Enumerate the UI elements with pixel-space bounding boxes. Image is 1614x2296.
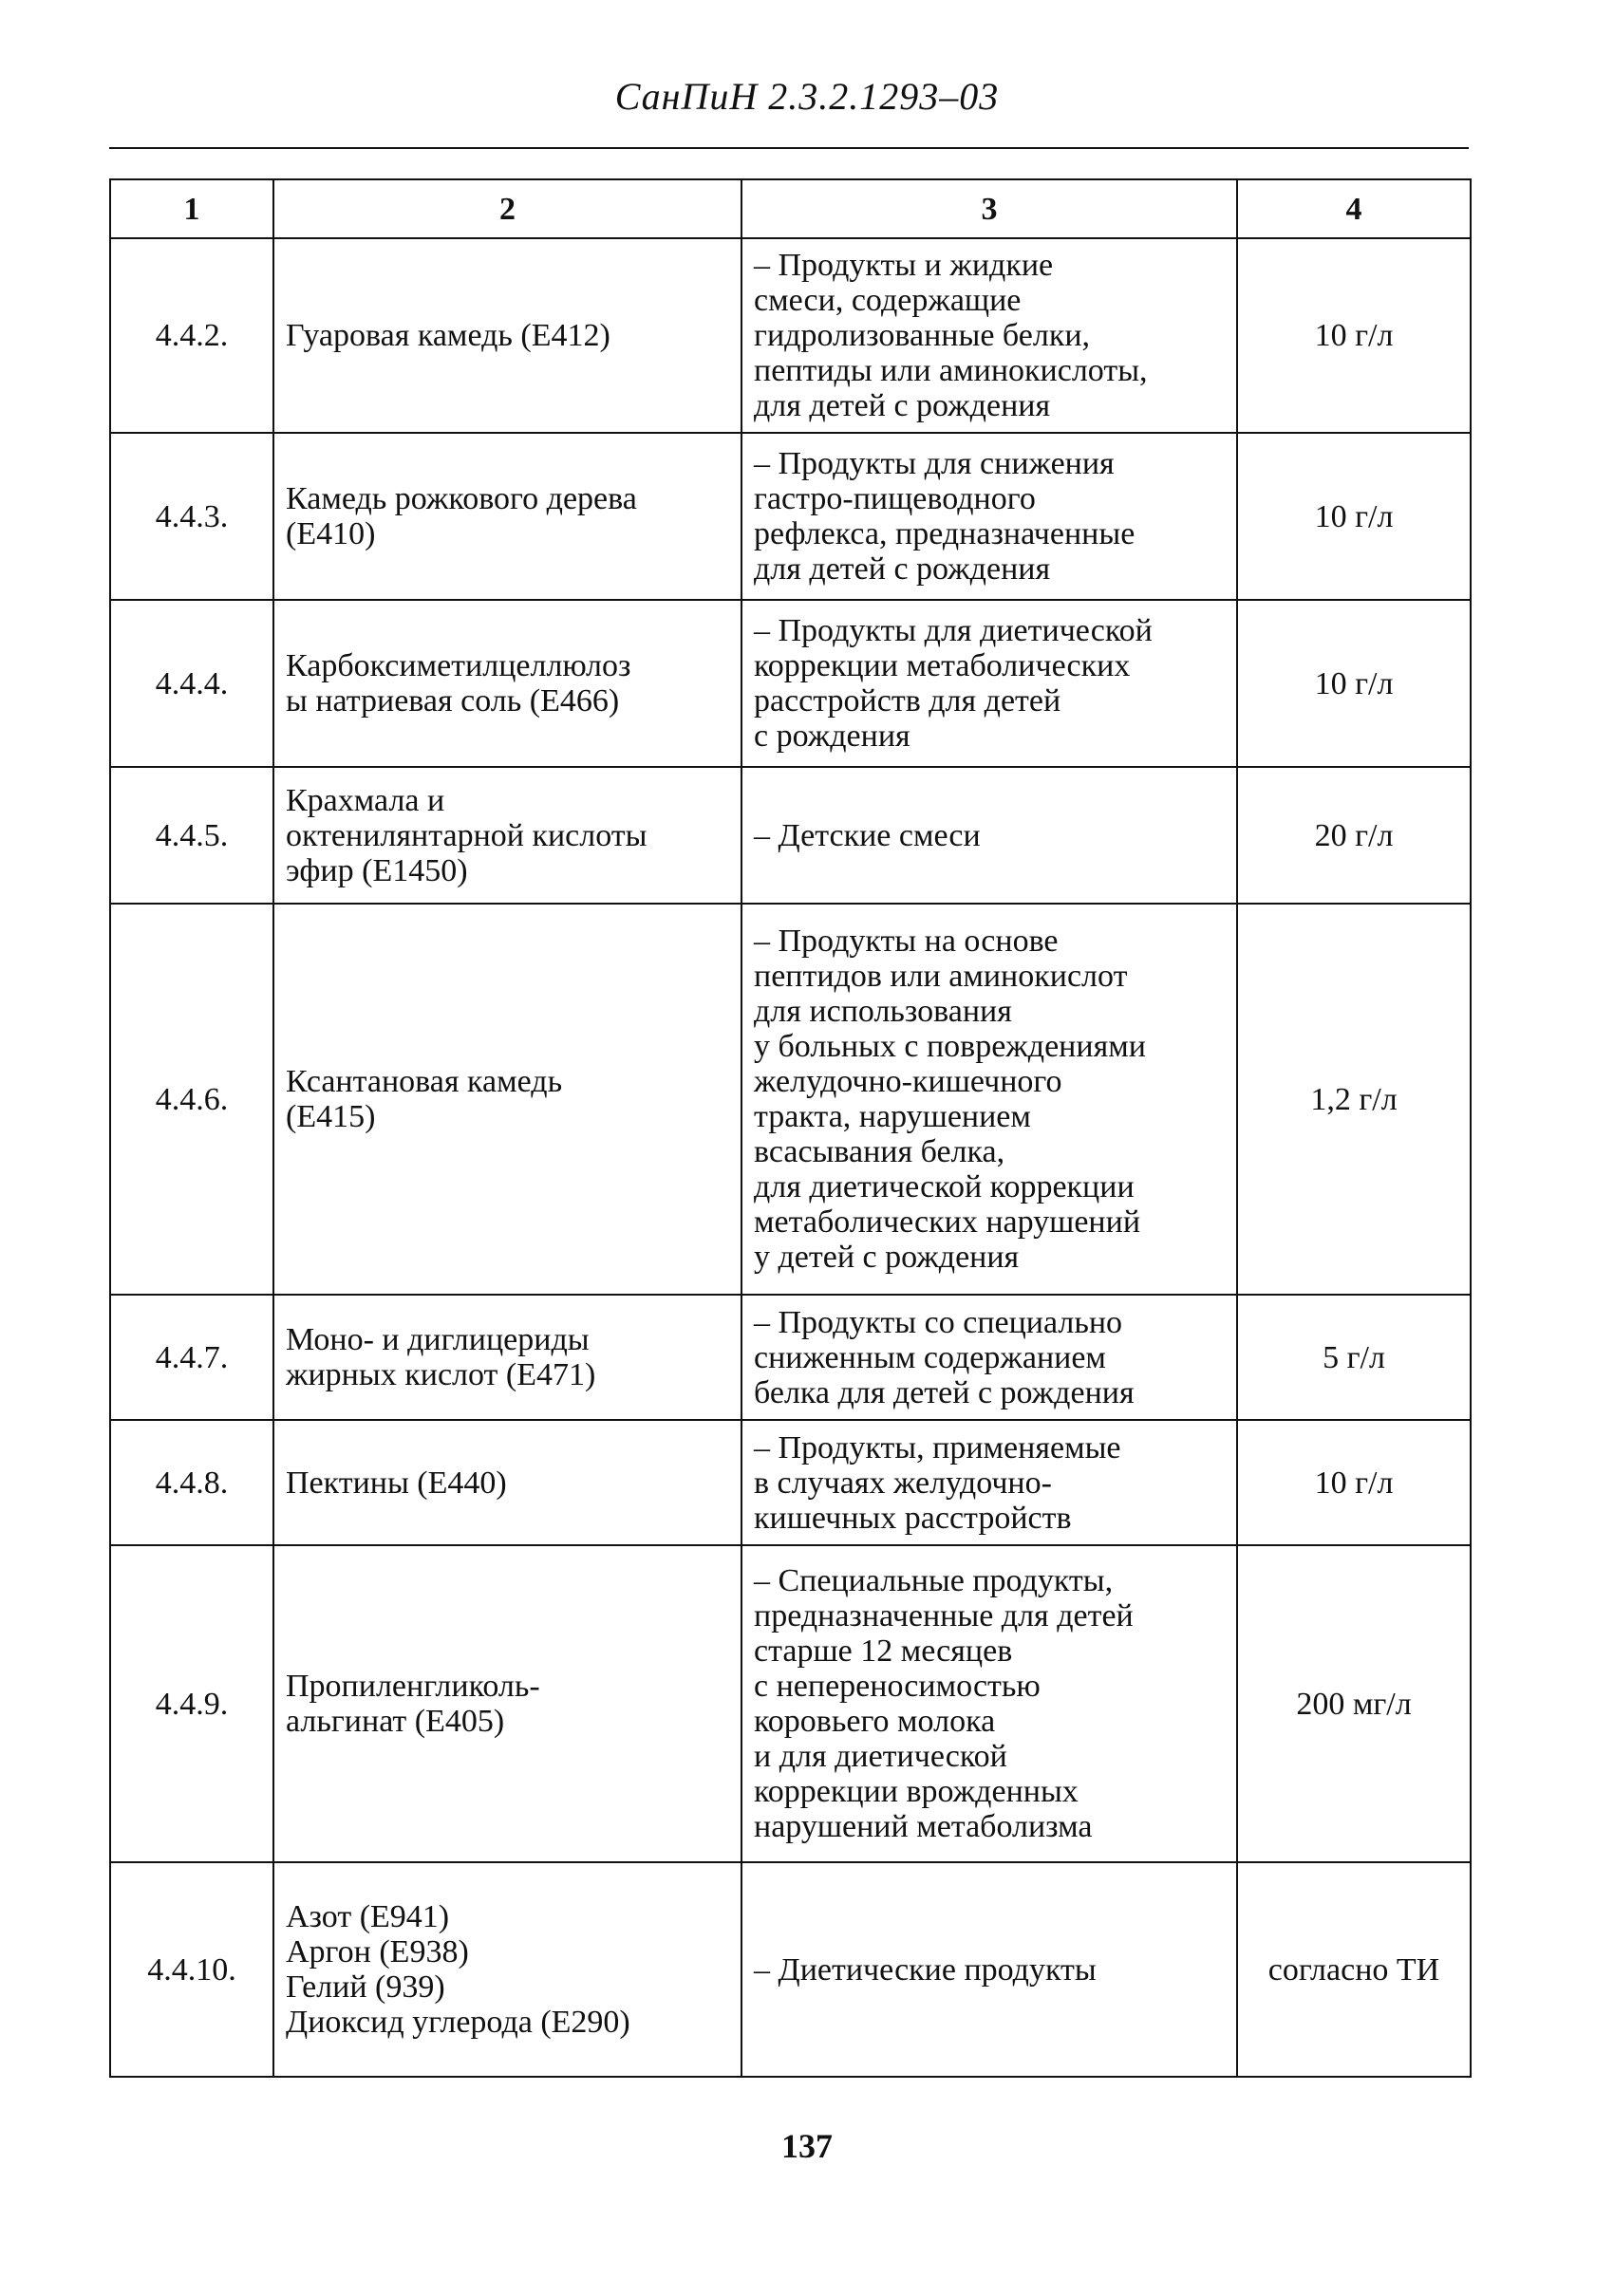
product-description-line: – Продукты на основе — [754, 924, 1059, 959]
column-header: 1 — [110, 179, 273, 238]
additive-name-line: Ксантановая камедь — [286, 1064, 563, 1099]
product-description-line: – Продукты со специально — [754, 1304, 1123, 1340]
item-number: 4.4.2. — [110, 238, 273, 433]
table-row — [110, 1862, 1471, 2077]
additive-name — [273, 600, 741, 767]
additive-name-line: ы натриевая соль (Е466) — [286, 683, 620, 719]
product-description-line: пептидов или аминокислот — [754, 959, 1128, 994]
additive-name — [273, 767, 741, 904]
header-divider — [109, 147, 1469, 149]
additive-name — [273, 1862, 741, 2077]
item-number: 4.4.7. — [110, 1295, 273, 1420]
additive-name-line: Моно- и диглицериды — [286, 1322, 590, 1357]
item-number: 4.4.3. — [110, 433, 273, 600]
column-header: 3 — [741, 179, 1237, 238]
product-description-line: пептиды или аминокислоты, — [754, 353, 1148, 388]
max-level: 1,2 г/л — [1237, 904, 1471, 1295]
additives-table — [109, 178, 1472, 2078]
product-description-line: у детей с рождения — [754, 1240, 1020, 1275]
additive-name — [273, 904, 741, 1295]
product-description-line: для использования — [754, 994, 1012, 1029]
additive-name — [273, 1545, 741, 1862]
table-row — [110, 433, 1471, 600]
additive-name-line: (Е410) — [286, 516, 376, 551]
product-description-line: всасывания белка, — [754, 1134, 1005, 1169]
product-description-line: коррекции врожденных — [754, 1774, 1079, 1809]
max-level: 10 г/л — [1237, 238, 1471, 433]
column-header: 2 — [273, 179, 741, 238]
product-description-line: – Специальные продукты, — [754, 1563, 1114, 1598]
product-description-line: для детей с рождения — [754, 551, 1051, 587]
product-description-line: – Продукты для снижения — [754, 446, 1115, 481]
product-description-line: метаболических нарушений — [754, 1204, 1141, 1240]
product-description-line: кишечных расстройств — [754, 1500, 1072, 1536]
additive-name-line: Карбоксиметилцеллюлоз — [286, 648, 631, 683]
product-description-line: рефлекса, предназначенные — [754, 516, 1135, 551]
additive-name-line: эфир (Е1450) — [286, 852, 468, 888]
product-description-line: белка для детей с рождения — [754, 1374, 1135, 1410]
product-description-line: тракта, нарушением — [754, 1099, 1031, 1134]
column-header: 4 — [1237, 179, 1471, 238]
additive-name — [273, 1420, 741, 1545]
item-number: 4.4.4. — [110, 600, 273, 767]
additive-name — [273, 433, 741, 600]
product-description-line: предназначенные для детей — [754, 1598, 1134, 1633]
table-row — [110, 767, 1471, 904]
product-description — [741, 1295, 1237, 1420]
product-description-line: старше 12 месяцев — [754, 1633, 1013, 1669]
table-row — [110, 1545, 1471, 1862]
additive-name-line: Гуаровая камедь (Е412) — [286, 318, 610, 353]
product-description — [741, 238, 1237, 433]
product-description — [741, 433, 1237, 600]
product-description-line: расстройств для детей — [754, 683, 1061, 719]
additive-name-line: Камедь рожкового дерева — [286, 481, 637, 516]
max-level: 20 г/л — [1237, 767, 1471, 904]
product-description-line: – Продукты, применяемые — [754, 1429, 1121, 1465]
table-row — [110, 1420, 1471, 1545]
additive-name-line: Диоксид углерода (Е290) — [286, 2005, 630, 2040]
max-level: 10 г/л — [1237, 600, 1471, 767]
product-description-line: у больных с повреждениями — [754, 1029, 1146, 1064]
product-description — [741, 767, 1237, 904]
table-row — [110, 238, 1471, 433]
additive-name-line: Пропиленгликоль- — [286, 1669, 540, 1704]
product-description-line: смеси, содержащие — [754, 283, 1022, 318]
table-row — [110, 600, 1471, 767]
product-description-line: – Продукты и жидкие — [754, 248, 1054, 283]
item-number: 4.4.5. — [110, 767, 273, 904]
product-description-line: с рождения — [754, 719, 910, 754]
max-level: 10 г/л — [1237, 1420, 1471, 1545]
additive-name-line: октенилянтарной кислоты — [286, 817, 647, 853]
product-description — [741, 1862, 1237, 2077]
document-header: СанПиН 2.3.2.1293–03 — [614, 75, 1000, 118]
page-number: 137 — [781, 2127, 833, 2165]
product-description — [741, 904, 1237, 1295]
additive-name-line: Аргон (Е938) — [286, 1934, 469, 1969]
item-number: 4.4.10. — [110, 1862, 273, 2077]
max-level: 10 г/л — [1237, 433, 1471, 600]
product-description-line: с непереносимостью — [754, 1669, 1041, 1704]
product-description-line: в случаях желудочно- — [754, 1465, 1052, 1501]
product-description-line: для диетической коррекции — [754, 1169, 1135, 1204]
table-row — [110, 904, 1471, 1295]
product-description-line: и для диетической — [754, 1739, 1007, 1774]
additive-name-line: Азот (Е941) — [286, 1899, 450, 1934]
product-description-line: – Продукты для диетической — [754, 613, 1153, 648]
product-description — [741, 1545, 1237, 1862]
table-row — [110, 1295, 1471, 1420]
additive-name-line: жирных кислот (Е471) — [286, 1357, 596, 1392]
max-level: 5 г/л — [1237, 1295, 1471, 1420]
additive-name-line: Пектины (Е440) — [286, 1465, 507, 1501]
additive-name-line: Гелий (939) — [286, 1969, 445, 2005]
product-description-line: коррекции метаболических — [754, 648, 1131, 683]
product-description-line: нарушений метаболизма — [754, 1809, 1093, 1844]
item-number: 4.4.9. — [110, 1545, 273, 1862]
max-level: 200 мг/л — [1237, 1545, 1471, 1862]
item-number: 4.4.8. — [110, 1420, 273, 1545]
product-description — [741, 1420, 1237, 1545]
product-description — [741, 600, 1237, 767]
product-description-line: сниженным содержанием — [754, 1339, 1106, 1375]
product-description-line: для детей с рождения — [754, 388, 1051, 423]
product-description-line: желудочно-кишечного — [754, 1064, 1062, 1099]
table-header-row — [110, 179, 1471, 238]
product-description-line: гастро-пищеводного — [754, 481, 1036, 516]
additive-name-line: альгинат (Е405) — [286, 1704, 505, 1739]
additive-name — [273, 1295, 741, 1420]
product-description-line: – Детские смеси — [754, 817, 981, 853]
product-description-line: гидролизованные белки, — [754, 318, 1091, 353]
max-level: согласно ТИ — [1237, 1862, 1471, 2077]
additive-name-line: (Е415) — [286, 1099, 376, 1134]
product-description-line: коровьего молока — [754, 1704, 996, 1739]
item-number: 4.4.6. — [110, 904, 273, 1295]
additive-name — [273, 238, 741, 433]
product-description-line: – Диетические продукты — [754, 1951, 1097, 1988]
additive-name-line: Крахмала и — [286, 782, 445, 818]
